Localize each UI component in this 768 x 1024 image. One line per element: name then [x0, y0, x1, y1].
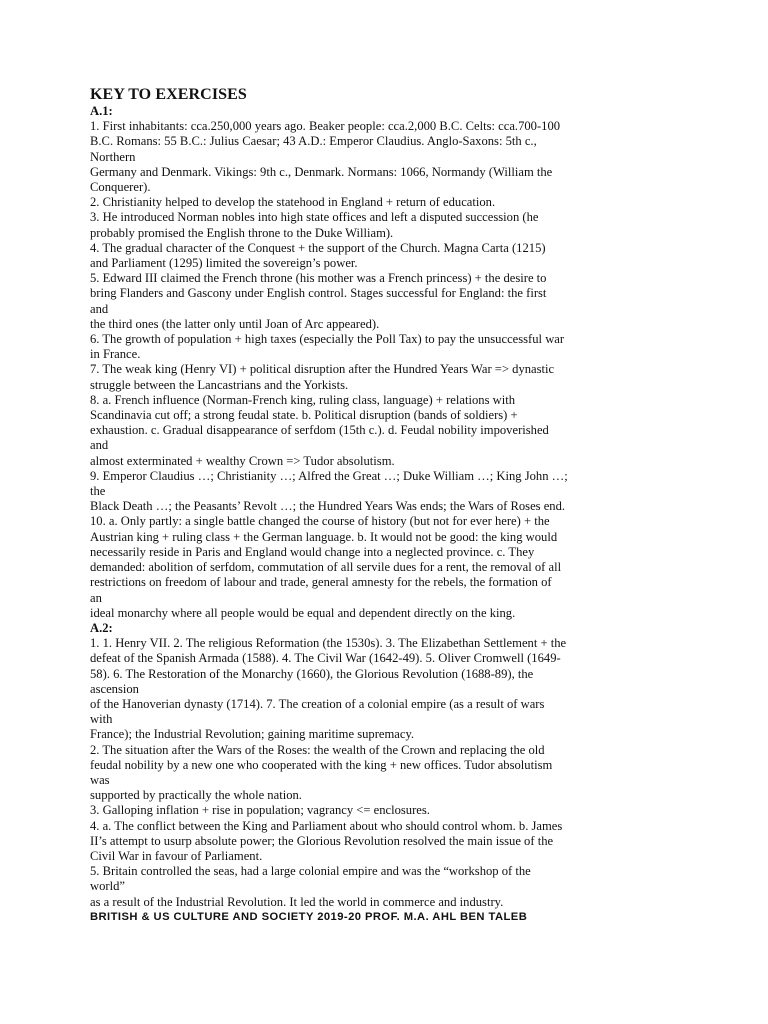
text-line: and: [90, 301, 109, 316]
text-line: ideal monarchy where all people would be equal and dependent directly on the king.: [90, 605, 516, 620]
text-line: ascension: [90, 681, 139, 696]
text-line: 4. The gradual character of the Conquest + the support of the Church. Magna Carta (1215): [90, 240, 546, 255]
text-line: world”: [90, 879, 125, 894]
text-line: Northern: [90, 149, 136, 164]
text-line: restrictions on freedom of labour and trade, general amnesty for the rebels, the formation of: [90, 575, 552, 590]
text-line: Conquerer).: [90, 180, 151, 195]
text-line: defeat of the Spanish Armada (1588). 4. The Civil War (1642-49). 5. Oliver Cromwell (1649-: [90, 651, 561, 666]
text-line: bring Flanders and Gascony under English control. Stages successful for England: the first: [90, 286, 547, 301]
text-line: 5. Britain controlled the seas, had a large colonial empire and was the “workshop of the: [90, 864, 531, 879]
text-line: necessarily reside in Paris and England would change into a neglected province. c. They: [90, 544, 535, 559]
text-line: demanded: abolition of serfdom, commutation of all servile dues for a rent, the removal of all: [90, 560, 562, 575]
text-line: as a result of the Industrial Revolution. It led the world in commerce and industry.: [90, 894, 504, 909]
text-line: 2. The situation after the Wars of the Roses: the wealth of the Crown and replacing the old: [90, 742, 545, 757]
text-line: 58). 6. The Restoration of the Monarchy (1660), the Glorious Revolution (1688-89), the: [90, 666, 534, 681]
section-label-a1: A.1:: [90, 104, 113, 118]
text-line: the third ones (the latter only until Joan of Arc appeared).: [90, 316, 380, 331]
section-label-a2: A.2:: [90, 620, 113, 635]
text-line: 1. 1. Henry VII. 2. The religious Reformation (the 1530s). 3. The Elizabethan Settlement + the: [90, 636, 567, 651]
document-page: [90, 86, 680, 925]
text-line: with: [90, 712, 113, 727]
text-line: B.C. Romans: 55 B.C.: Julius Caesar; 43 A.D.: Emperor Claudius. Anglo-Saxons: 5th c.,: [90, 134, 537, 149]
text-line: 8. a. French influence (Norman-French king, ruling class, language) + relations with: [90, 392, 516, 407]
text-line: 3. He introduced Norman nobles into high state offices and left a disputed succession (he: [90, 210, 539, 225]
text-line: 5. Edward III claimed the French throne (his mother was a French princess) + the desire to: [90, 271, 547, 286]
text-line: Germany and Denmark. Vikings: 9th c., Denmark. Normans: 1066, Normandy (William the: [90, 164, 553, 179]
text-line: feudal nobility by a new one who cooperated with the king + new offices. Tudor absolutism: [90, 757, 553, 772]
text-line: 9. Emperor Claudius …; Christianity …; Alfred the Great …; Duke William …; King John …;: [90, 468, 568, 483]
text-line: Austrian king + ruling class + the German language. b. It would not be good: the king would: [90, 529, 558, 544]
text-line: France); the Industrial Revolution; gaining maritime supremacy.: [90, 727, 415, 742]
text-line: and Parliament (1295) limited the sovereign’s power.: [90, 256, 358, 271]
text-line: 1. First inhabitants: cca.250,000 years ago. Beaker people: cca.2,000 B.C. Celts: cca.700-100: [90, 119, 561, 134]
text-line: exhaustion. c. Gradual disappearance of serfdom (15th c.). d. Feudal nobility impoverished: [90, 423, 549, 438]
text-line: of the Hanoverian dynasty (1714). 7. The creation of a colonial empire (as a result of wars: [90, 696, 545, 711]
text-line: an: [90, 590, 102, 605]
text-line: 3. Galloping inflation + rise in population; vagrancy <= enclosures.: [90, 803, 430, 818]
text-line: almost exterminated + wealthy Crown => Tudor absolutism.: [90, 453, 395, 468]
text-line: 2. Christianity helped to develop the statehood in England + return of education.: [90, 195, 496, 210]
text-line: was: [90, 772, 110, 787]
text-line: 4. a. The conflict between the King and Parliament about who should control whom. b. James: [90, 818, 563, 833]
text-line: Civil War in favour of Parliament.: [90, 848, 263, 863]
section-a2: [90, 621, 680, 910]
text-line: supported by practically the whole nation.: [90, 788, 302, 803]
text-line: the: [90, 484, 106, 499]
text-line: 10. a. Only partly: a single battle changed the course of history (but not for ever here) + the: [90, 514, 550, 529]
text-line: II’s attempt to usurp absolute power; the Glorious Revolution resolved the main issue of the: [90, 833, 554, 848]
text-line: and: [90, 438, 109, 453]
text-line: 6. The growth of population + high taxes (especially the Poll Tax) to pay the unsuccessful war: [90, 332, 565, 347]
section-a2-body: [90, 636, 680, 910]
document-title: KEY TO EXERCISES: [90, 86, 247, 103]
page-footer: BRITISH & US CULTURE AND SOCIETY 2019-20 PROF. M.A. AHL BEN TALEB: [90, 910, 528, 923]
text-line: Black Death …; the Peasants’ Revolt …; the Hundred Years Was ends; the Wars of Roses end.: [90, 499, 566, 514]
section-a1: [90, 104, 680, 621]
text-line: Scandinavia cut off; a strong feudal state. b. Political disruption (bands of soldiers) +: [90, 408, 518, 423]
text-line: struggle between the Lancastrians and the Yorkists.: [90, 377, 349, 392]
text-line: in France.: [90, 347, 141, 362]
text-line: probably promised the English throne to the Duke William).: [90, 225, 394, 240]
section-a1-body: [90, 119, 680, 621]
text-line: 7. The weak king (Henry VI) + political disruption after the Hundred Years War => dynastic: [90, 362, 555, 377]
